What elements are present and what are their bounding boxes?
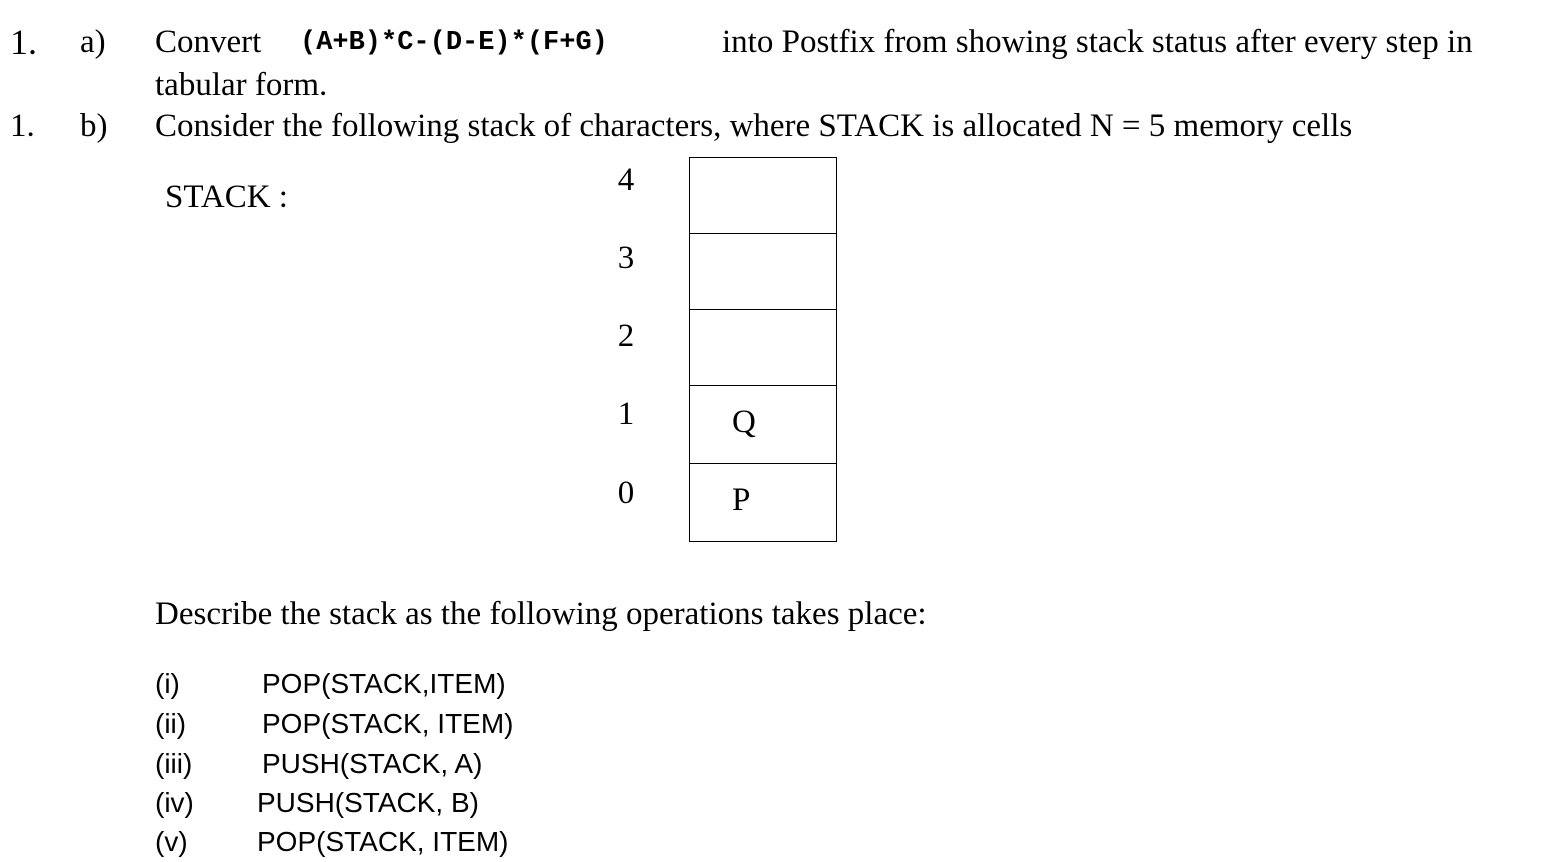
stack-cell-3 [690,234,837,310]
stack-index-1: 1 [617,396,635,432]
question-a-text-before: Convert [155,24,262,60]
stack-label: STACK : [165,179,288,215]
stack-cell-0-value: P [732,482,751,518]
stack-cell-0 [690,464,837,542]
stack-index-2: 2 [617,318,635,354]
question-a-part: a) [80,24,106,60]
stack-index-4: 4 [617,162,635,198]
operation-number: (ii) [155,708,187,739]
stack-cell-2 [690,310,837,386]
question-a-expression: (A+B)*C-(D-E)*(F+G) [300,28,608,58]
stack-cell-1-value: Q [732,404,756,440]
question-b-text: Consider the following stack of characters, where STACK is allocated N = 5 memory cells [155,108,1353,144]
stack-diagram [689,157,837,542]
stack-cell-1 [690,386,837,464]
operation-text: PUSH(STACK, A) [262,748,483,779]
operation-number: (i) [155,668,180,699]
operation-text: PUSH(STACK, B) [257,787,479,818]
operation-text: POP(STACK, ITEM) [262,708,514,739]
stack-index-0: 0 [617,475,635,511]
question-a-text-after: into Postfix from showing stack status after every step in [722,24,1473,60]
operation-text: POP(STACK,ITEM) [262,668,506,699]
stack-index-3: 3 [617,240,635,276]
stack-cell-4 [690,158,837,234]
question-b-number: 1. [10,108,35,144]
describe-text: Describe the stack as the following operations takes place: [155,596,927,632]
operation-number: (v) [155,826,188,857]
operation-text: POP(STACK, ITEM) [257,826,509,857]
question-a-text-line2: tabular form. [155,67,328,103]
question-a-number: 1. [10,22,37,62]
operation-number: (iii) [155,748,193,779]
operation-number: (iv) [155,787,194,818]
question-b-part: b) [80,108,108,144]
